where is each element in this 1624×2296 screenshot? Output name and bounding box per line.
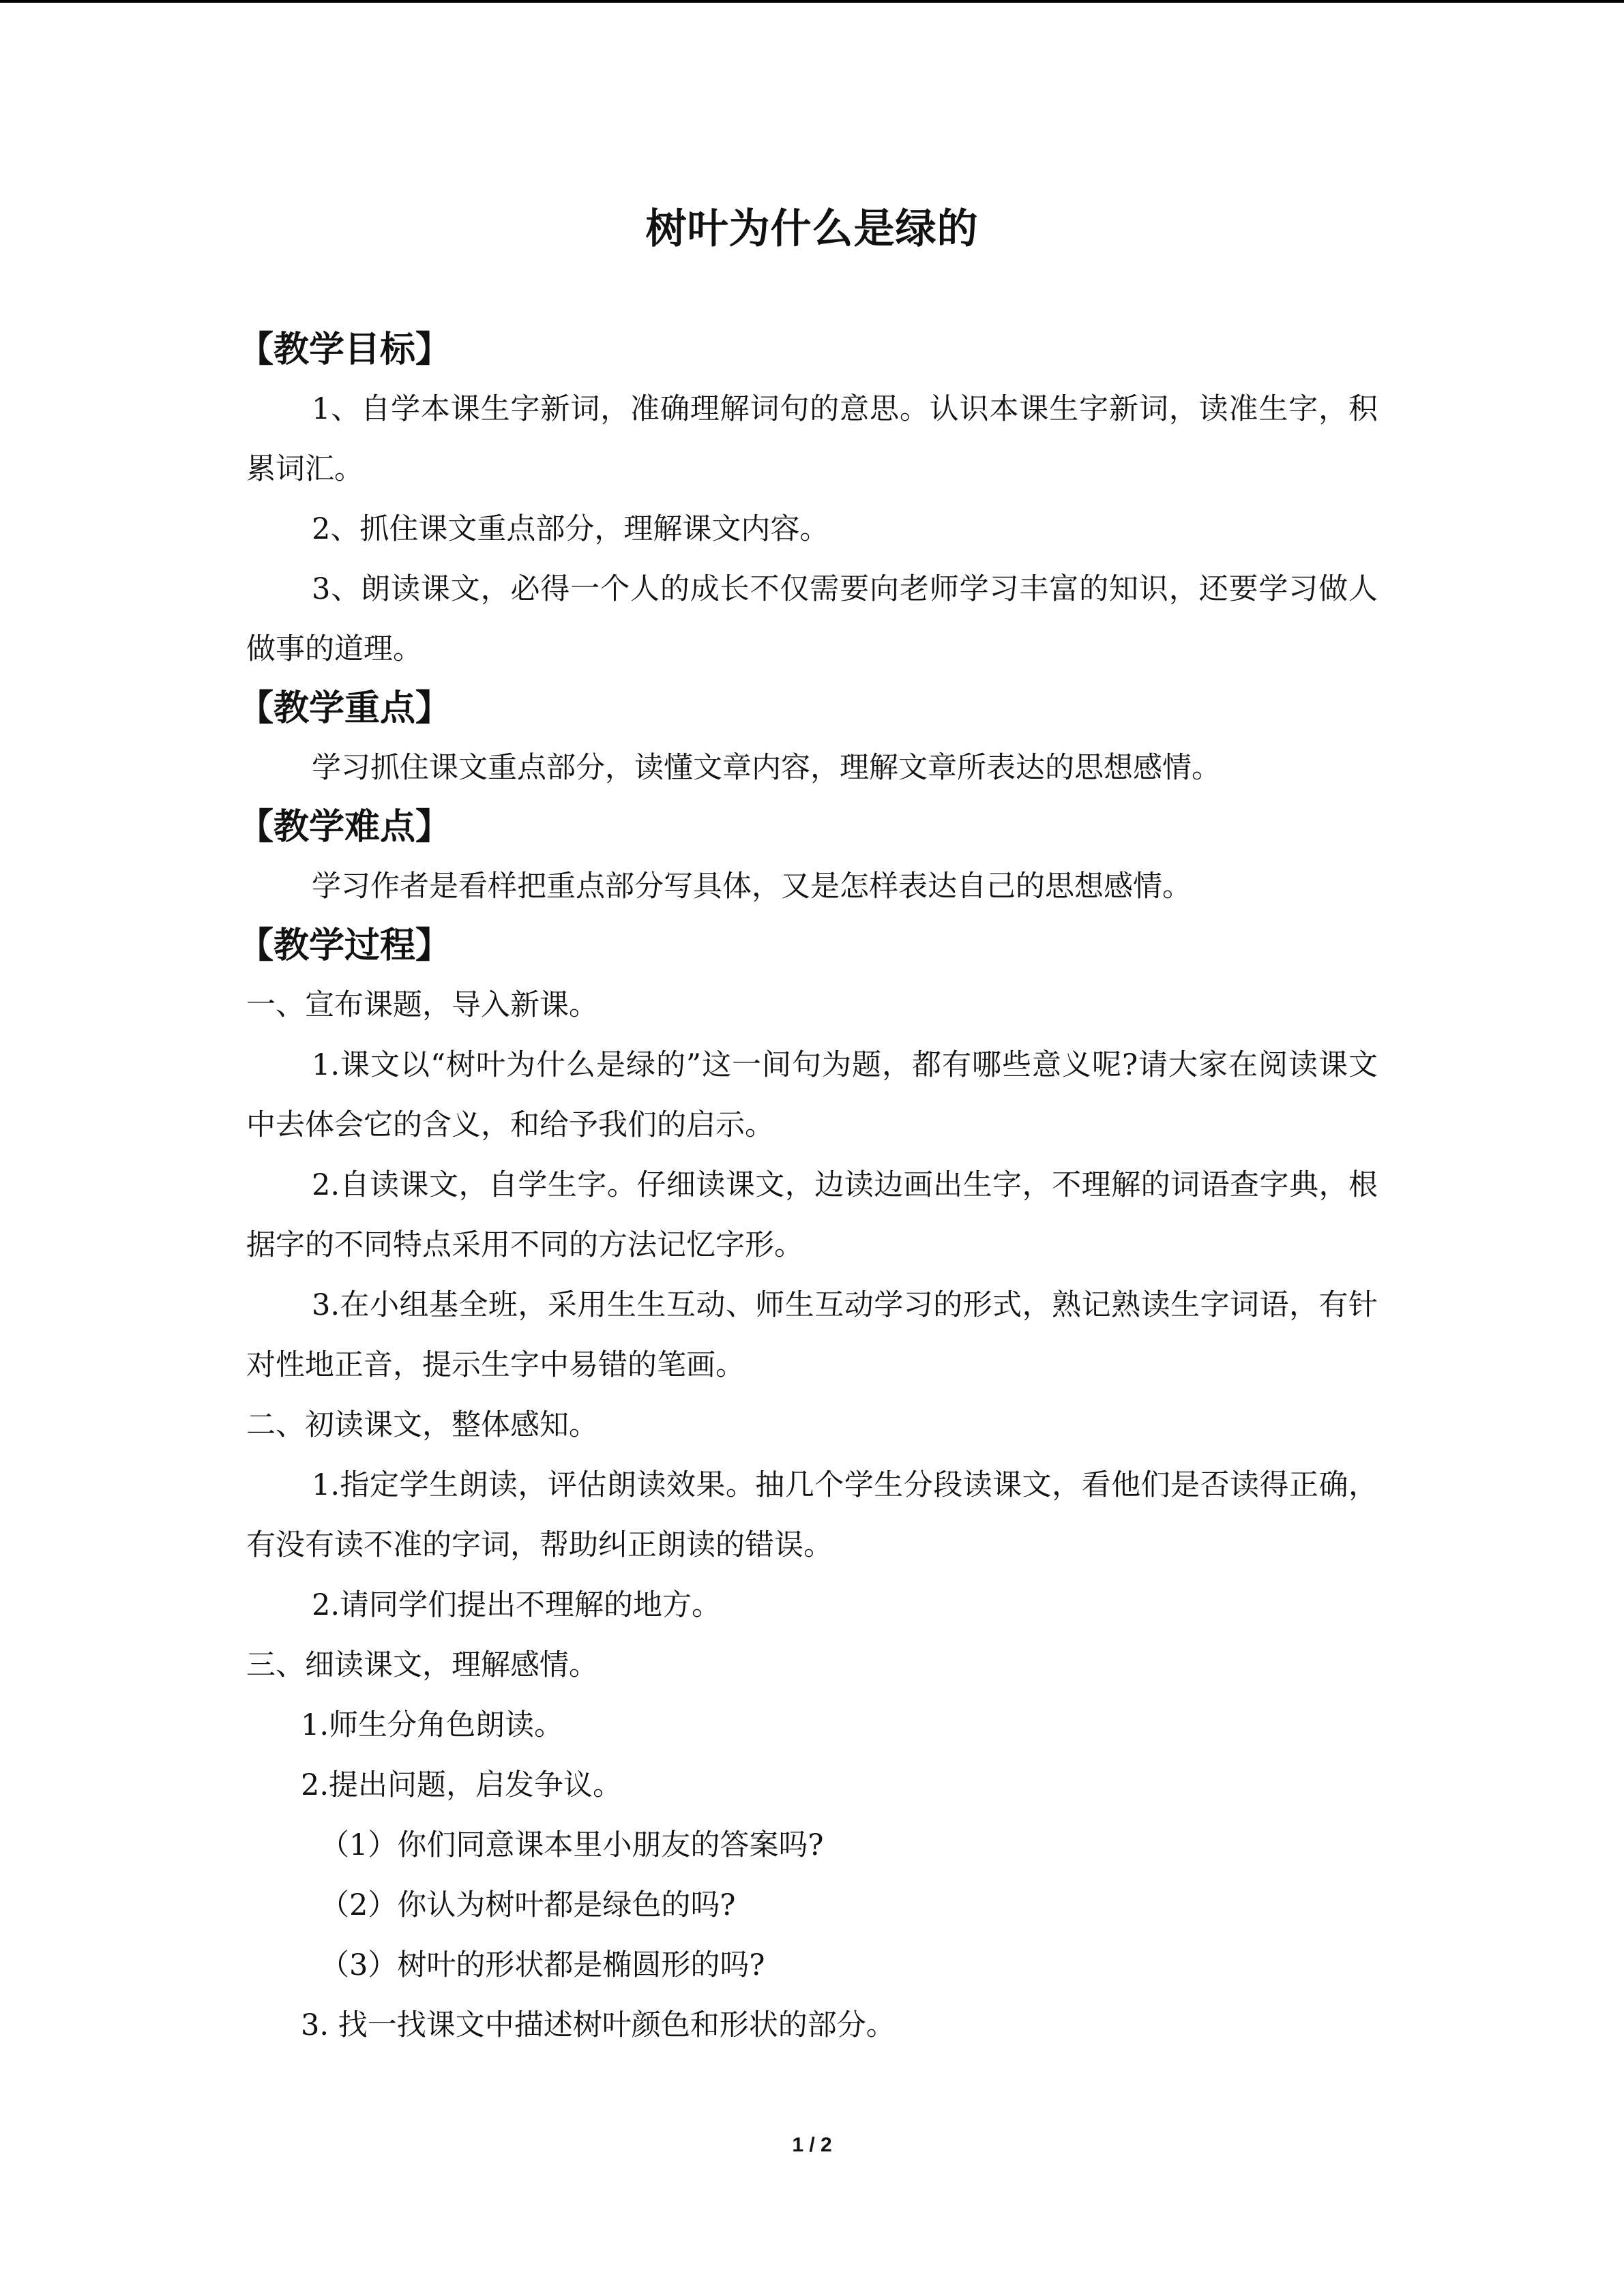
- objectives-heading: 【教学目标】: [238, 329, 452, 370]
- process-heading: 【教学过程】: [238, 925, 452, 966]
- process-part1-item: 1.课文以“树叶为什么是绿的”这一间句为题，都有哪些意义呢?请大家在阅读课文中去体会它的含义，和给予我们的启示。: [246, 1048, 1378, 1142]
- process-part3-final-item: 3. 找一找课文中描述树叶颜色和形状的部分。: [301, 2008, 896, 2042]
- page-number: 1 / 2: [792, 2134, 832, 2156]
- process-part3-item: 1.师生分角色朗读。: [301, 1708, 564, 1742]
- key-points-text: 学习抓住课文重点部分，读懂文章内容，理解文章所表达的思想感情。: [312, 751, 1221, 785]
- document-body: [238, 320, 1378, 2055]
- process-part2-title: 二、初读课文，整体感知。: [246, 1408, 598, 1442]
- difficulties-heading: 【教学难点】: [238, 807, 452, 848]
- objective-item: 2、抓住课文重点部分，理解课文内容。: [312, 512, 829, 546]
- key-points-heading: 【教学重点】: [238, 688, 452, 729]
- process-part3-question: （3）树叶的形状都是椭圆形的吗?: [320, 1948, 765, 1982]
- objective-item: 1、自学本课生字新词，准确理解词句的意思。认识本课生字新词，读准生字，积累词汇。: [246, 392, 1378, 486]
- process-part2-item: 1.指定学生朗读，评估朗读效果。抽几个学生分段读课文，看他们是否读得正确，有没有读不准的字词，帮助纠正朗读的错误。: [246, 1468, 1378, 1562]
- process-part1-item: 2.自读课文，自学生字。仔细读课文，边读边画出生字，不理解的词语查字典，根据字的不同特点采用不同的方法记忆字形。: [246, 1168, 1378, 1262]
- process-part3-question: （2）你认为树叶都是绿色的吗?: [320, 1888, 736, 1922]
- process-part3-question: （1）你们同意课本里小朋友的答案吗?: [320, 1828, 824, 1862]
- document-title: 树叶为什么是绿的: [645, 205, 979, 253]
- difficulties-text: 学习作者是看样把重点部分写具体，又是怎样表达自己的思想感情。: [312, 869, 1192, 904]
- process-part2-item: 2.请同学们提出不理解的地方。: [312, 1588, 722, 1622]
- process-part1-title: 一、宣布课题，导入新课。: [246, 988, 598, 1022]
- process-part3-title: 三、细读课文，理解感情。: [246, 1648, 598, 1682]
- document-page: [238, 0, 1378, 2296]
- process-part1-item: 3.在小组基全班，采用生生互动、师生互动学习的形式，熟记熟读生字词语，有针对性地正音，提示生字中易错的笔画。: [246, 1288, 1378, 1382]
- objective-item: 3、朗读课文，必得一个人的成长不仅需要向老师学习丰富的知识，还要学习做人做事的道理。: [246, 572, 1378, 666]
- process-part3-item: 2.提出问题，启发争议。: [301, 1768, 623, 1802]
